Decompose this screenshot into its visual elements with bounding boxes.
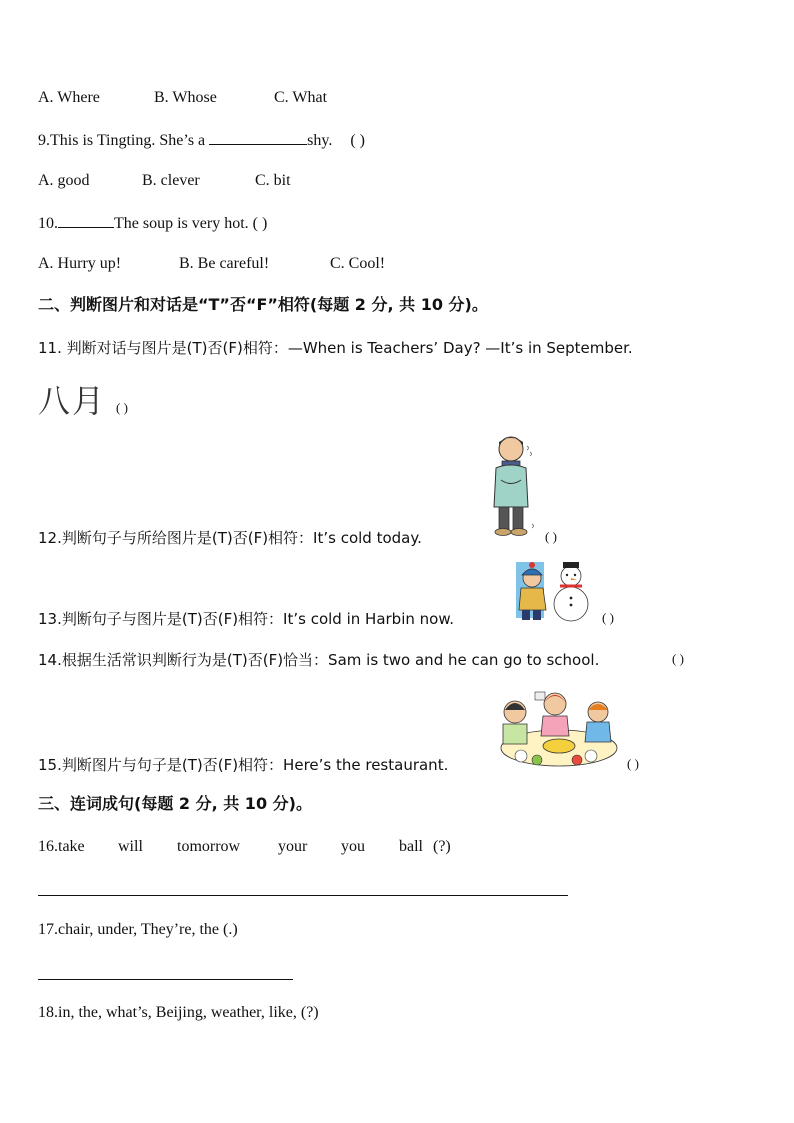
q16-question: [38, 837, 451, 857]
q8-options: [38, 88, 327, 108]
q9-option-b[interactable]: B. clever: [142, 172, 200, 189]
q16-word-6: ball: [399, 838, 423, 855]
section-3-heading: 三、连词成句(每题 2 分, 共 10 分)。: [38, 794, 312, 813]
q9-question: [38, 130, 365, 151]
q9-text-after: shy.: [307, 132, 333, 149]
q13-picture-snowman: [516, 560, 596, 631]
q17-question: 17.chair, under, They’re, the (.): [38, 921, 238, 938]
q16-answer-line[interactable]: [38, 895, 568, 896]
q16-word-3: tomorrow: [177, 838, 241, 855]
q9-text-before: 9.This is Tingting. She’s a: [38, 132, 210, 149]
q9-answer-paren[interactable]: ( ): [350, 132, 365, 149]
q12-question: 12.判断句子与所给图片是(T)否(F)相符：It’s cold today.: [38, 529, 422, 547]
q10-question: [38, 213, 267, 234]
q15-question: 15.判断图片与句子是(T)否(F)相符：Here’s the restaurant.: [38, 756, 449, 774]
q10-option-b[interactable]: B. Be careful!: [179, 255, 270, 272]
restaurant-dinner-icon: [497, 686, 619, 770]
q13-answer-paren[interactable]: ( ): [602, 610, 614, 625]
q10-options: [38, 254, 385, 274]
q14-question: 14.根据生活常识判断行为是(T)否(F)恰当：Sam is two and he can go to school.: [38, 651, 600, 669]
q16-word-7: (?): [433, 838, 451, 855]
q10-option-a[interactable]: A. Hurry up!: [38, 255, 122, 272]
q16-word-1: take: [58, 838, 85, 855]
q10-blank[interactable]: [58, 213, 114, 228]
q14-answer-paren[interactable]: ( ): [672, 651, 684, 666]
q17-answer-line[interactable]: [38, 979, 293, 980]
q8-option-b[interactable]: B. Whose: [154, 89, 217, 106]
q13-question: 13.判断句子与图片是(T)否(F)相符：It’s cold in Harbin now.: [38, 610, 454, 628]
cold-man-icon: [486, 432, 536, 542]
q8-option-a[interactable]: A. Where: [38, 89, 100, 106]
q12-picture-cold-man: [486, 432, 536, 547]
q8-option-c[interactable]: C. What: [274, 89, 328, 106]
section-2-heading: 二、判断图片和对话是“T”否“F”相符(每题 2 分, 共 10 分)。: [38, 295, 488, 314]
q10-number: 10.: [38, 215, 58, 232]
q16-number: 16.: [38, 838, 58, 855]
q15-answer-paren[interactable]: ( ): [627, 756, 639, 771]
q16-word-2: will: [118, 838, 143, 855]
q10-text: The soup is very hot. ( ): [114, 215, 268, 232]
q9-options: [38, 171, 291, 191]
q15-picture-restaurant: [497, 686, 619, 775]
q11-question: 11. 判断对话与图片是(T)否(F)相符：—When is Teachers’ Day? —It’s in September.: [38, 339, 633, 357]
q18-question: 18.in, the, what’s, Beijing, weather, like, (?): [38, 1004, 319, 1021]
q12-answer-paren[interactable]: ( ): [545, 529, 557, 544]
q10-option-c[interactable]: C. Cool!: [330, 255, 386, 272]
q16-word-5: you: [341, 838, 365, 855]
snowman-icon: [516, 560, 596, 626]
q11-picture-august: 八月: [38, 382, 107, 420]
q9-blank[interactable]: [209, 130, 307, 145]
q11-answer-paren[interactable]: ( ): [116, 400, 128, 415]
q9-option-a[interactable]: A. good: [38, 172, 90, 189]
q16-word-4: your: [278, 838, 308, 855]
q9-option-c[interactable]: C. bit: [255, 172, 291, 189]
